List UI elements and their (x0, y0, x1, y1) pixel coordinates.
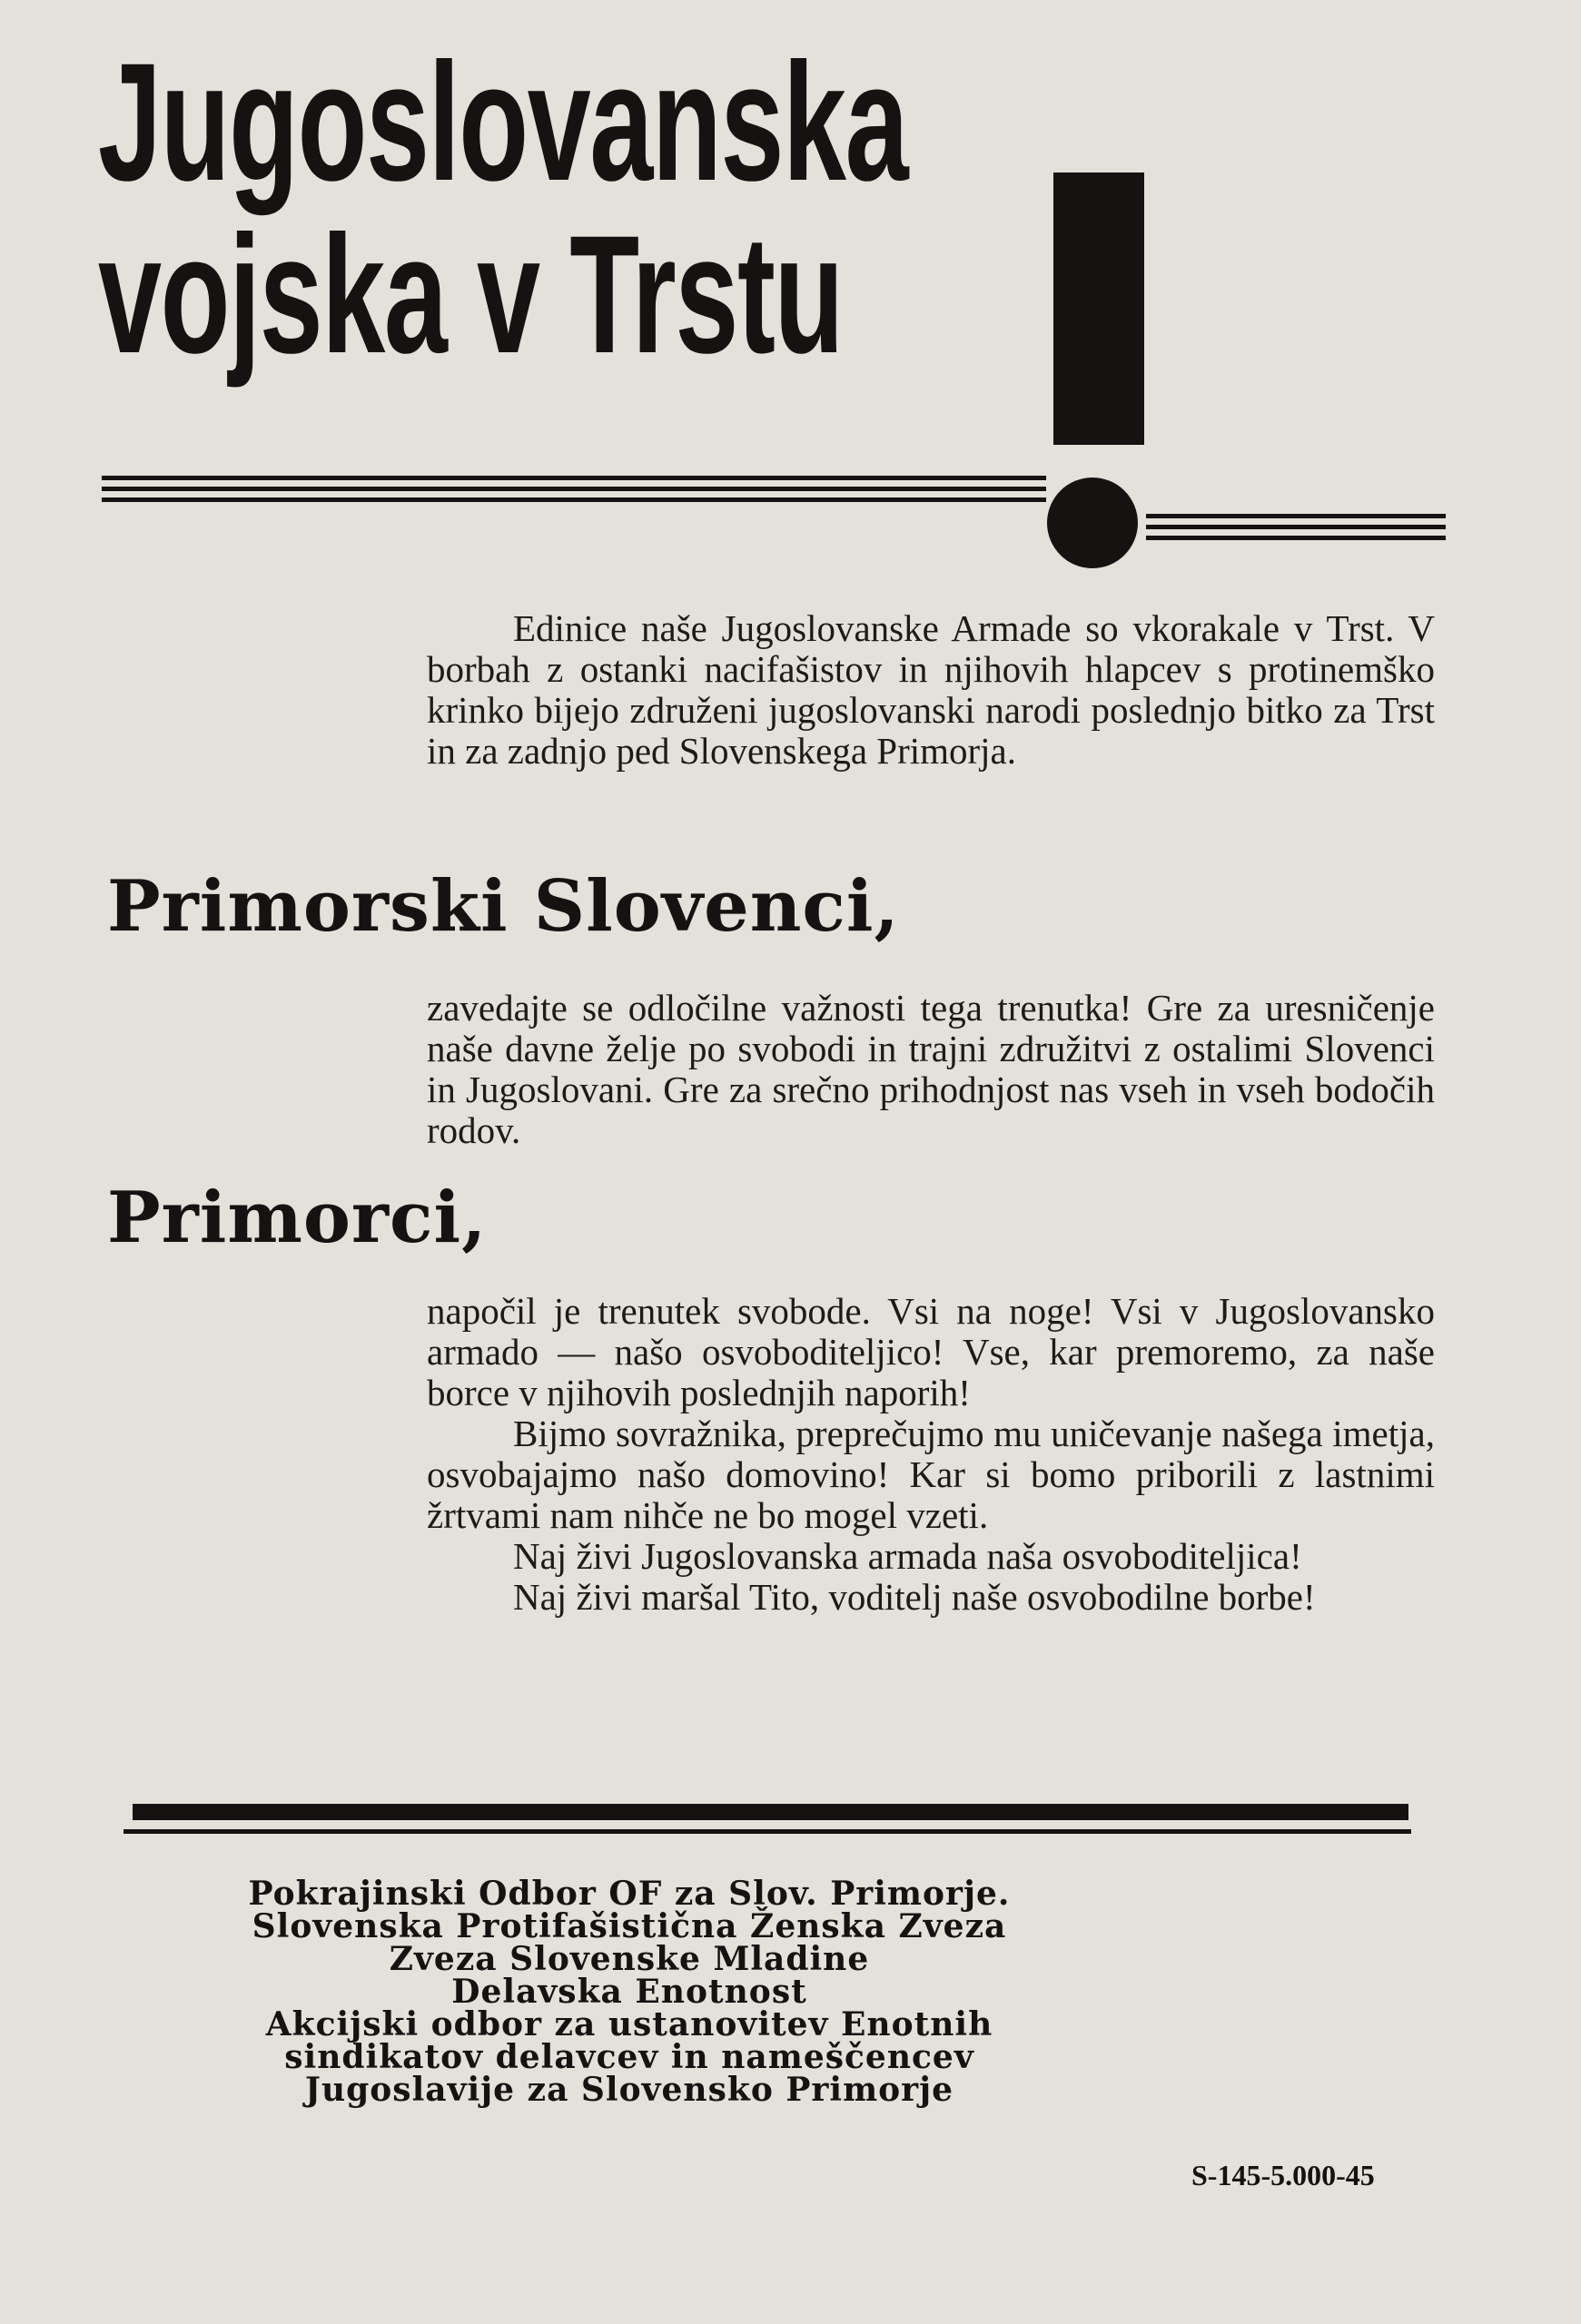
bottom-rule-thin (124, 1829, 1411, 1834)
signatory-line: Slovenska Protifašistična Ženska Zveza (252, 1907, 1007, 1945)
bottom-rule-thick (133, 1804, 1408, 1820)
signatory-line: Pokrajinski Odbor OF za Slov. Primorje. (248, 1875, 1011, 1913)
section2-text-2: Bijmo sovražnika, preprečujmo mu uničevanje našega imetja, osvobajajmo našo domovino! Kar si bomo priborili z lastnimi žrtvami nam nihče ne bo mogel vzeti. (427, 1413, 1435, 1536)
exclamation-dot (1047, 478, 1138, 568)
headline-line-1: Jugoslovanska (98, 29, 908, 216)
headline-rules-left (102, 476, 1046, 503)
signatory-line: Jugoslavije za Slovensko Primorje (304, 2071, 954, 2109)
intro-text: Edinice naše Jugoslovanske Armade so vkorakale v Trst. V borbah z ostanki nacifašistov in njihovih hlapcev s protinemško krinko bijejo združeni jugoslovanski narodi poslednjo bitko za Trst in za zadnjo ped Slovenskega Primorja. (427, 607, 1435, 772)
signatory-line: Delavska Enotnost (451, 1973, 807, 2011)
section2-text-4: Naj živi maršal Tito, voditelj naše osvobodilne borbe! (513, 1576, 1316, 1618)
signatory-line: Zveza Slovenske Mladine (389, 1940, 870, 1978)
section2-text-1: napočil je trenutek svobode. Vsi na noge! Vsi v Jugoslovansko armado — našo osvoboditeljico! Vse, kar premoremo, za naše borce v njihovih poslednjih naporih! (427, 1290, 1435, 1413)
section2-heading: Primorci, (107, 1177, 488, 1259)
section2-paragraphs (427, 1291, 1435, 1618)
section2-text-3: Naj živi Jugoslovanska armada naša osvoboditeljica! (513, 1535, 1302, 1577)
headline (98, 29, 908, 389)
signatory-line: Akcijski odbor za ustanovitev Enotnih (265, 2005, 993, 2043)
section1-paragraph (427, 988, 1435, 1151)
signatories (116, 1875, 1142, 2109)
exclamation-bar (1053, 172, 1144, 445)
section1-heading: Primorski Slovenci, (107, 865, 900, 948)
section1-text: zavedajte se odločilne važnosti tega trenutka! Gre za uresničenje naše davne želje po svobodi in trajni združitvi z ostalimi Slovenci in Jugoslovani. Gre za srečno prihodnjost nas vseh in vseh bodočih rodov. (427, 987, 1435, 1151)
headline-line-2: vojska v Trstu (98, 202, 844, 389)
print-code: S-145-5.000-45 (1191, 2159, 1375, 2191)
signatory-line: sindikatov delavcev in nameščencev (284, 2038, 974, 2076)
headline-rules-right (1146, 514, 1446, 541)
intro-paragraph (427, 608, 1435, 772)
